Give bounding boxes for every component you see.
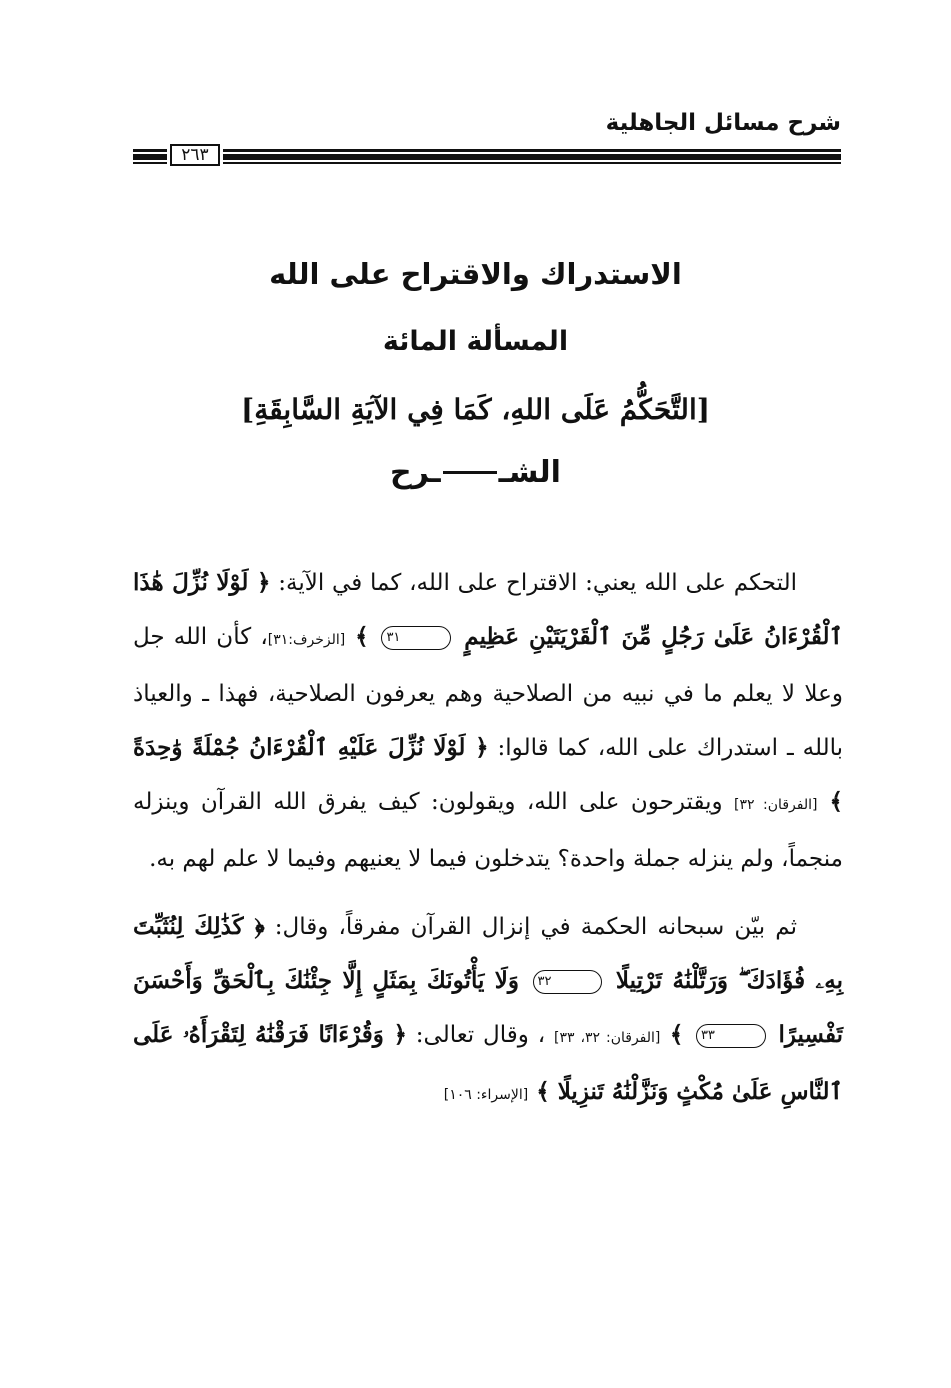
commentary-heading-kashida bbox=[443, 471, 497, 474]
paragraph-1 bbox=[133, 556, 843, 886]
header-rule-short bbox=[133, 149, 167, 164]
paragraph-2 bbox=[133, 900, 843, 1122]
verse-1-text: لَوْلَا نُزِّلَ هَٰذَا ٱلْقُرْءَانُ عَلَىٰ رَجُلٍ مِّنَ ٱلْقَرْيَتَيْنِ عَظِيمٍ bbox=[133, 569, 844, 650]
quran-bracket-close: ﴾ bbox=[536, 1078, 550, 1105]
paragraph-2-text-3: ، وقال تعالى: bbox=[415, 1022, 546, 1048]
verse-1-number: ٣١ bbox=[381, 626, 451, 650]
header-rule-long bbox=[223, 149, 841, 164]
verse-2-reference: [الفرقان: ٣٢] bbox=[734, 797, 818, 813]
commentary-heading-end: ـرح bbox=[390, 455, 441, 490]
running-title: شرح مسائل الجاهلية bbox=[605, 110, 841, 136]
chapter-title: الاستدراك والاقتراح على الله bbox=[269, 257, 682, 291]
paragraph-2-intro: ثم بيّن سبحانه الحكمة في إنزال القرآن مفرقاً، وقال: bbox=[274, 914, 798, 940]
verse-4-reference: [الإسراء: ١٠٦] bbox=[443, 1087, 529, 1103]
quran-bracket-close: ﴾ bbox=[829, 788, 843, 815]
commentary-body bbox=[133, 556, 843, 1122]
quran-bracket-open: ﴿ bbox=[254, 913, 265, 940]
verse-3-reference: [الفرقان: ٣٢، ٣٣] bbox=[553, 1030, 661, 1046]
paragraph-1-intro: التحكم على الله يعني: الاقتراح على الله، كما في الآية: bbox=[278, 570, 797, 596]
quran-bracket-open: ﴿ bbox=[393, 1021, 407, 1048]
quran-bracket-open: ﴿ bbox=[256, 569, 271, 596]
header-rule bbox=[133, 144, 841, 168]
verse-3b-text: وَلَا يَأْتُونَكَ بِمَثَلٍ إِلَّا جِئْنَٰكَ بِٱلْحَقِّ وَأَحْسَنَ تَفْسِيرًا bbox=[133, 967, 844, 1048]
page-number: ٢٦٣ bbox=[170, 144, 220, 166]
paragraph-1-text-1: ، كأن الله جل وعلا لا يعلم ما في نبيه من الصلاحية وهم يعرفون الصلاحية، فهذا ـ والعياذ بالله ـ استدراك على الله، كما قالوا: bbox=[133, 624, 844, 761]
verse-2-text: لَوْلَا نُزِّلَ عَلَيْهِ ٱلْقُرْءَانُ جُمْلَةً وَٰحِدَةً bbox=[133, 734, 466, 761]
verse-3b-number: ٣٣ bbox=[696, 1024, 766, 1048]
verse-3a-number: ٣٢ bbox=[533, 970, 603, 994]
commentary-heading-start: الشـ bbox=[498, 455, 561, 490]
commentary-heading bbox=[100, 452, 851, 494]
paragraph-1-text-2: ويقترحون على الله، ويقولون: كيف يفرق الله القرآن وينزله منجماً، ولم ينزله جملة واحدة؟ يتدخلون فيما لا يعنيهم وفيما لا علم لهم به. bbox=[133, 789, 843, 872]
quran-bracket-open: ﴿ bbox=[475, 734, 489, 761]
verse-3a-text: كَذَٰلِكَ لِنُثَبِّتَ بِهِۦ فُؤَادَكَ ۖ وَرَتَّلْنَٰهُ تَرْتِيلًا bbox=[133, 913, 844, 994]
verse-4-text: وَقُرْءَانًا فَرَقْنَٰهُ لِتَقْرَأَهُۥ عَلَى ٱلنَّاسِ عَلَىٰ مُكْثٍ وَنَزَّلْنَٰهُ تَنزِيلًا bbox=[133, 1021, 843, 1105]
issue-topic: [التَّحَكُّمُ عَلَى اللهِ، كَمَا فِي الآيَةِ السَّابِقَةِ] bbox=[241, 393, 710, 426]
quran-bracket-close: ﴾ bbox=[355, 623, 369, 650]
issue-title: المسألة المائة bbox=[382, 326, 569, 357]
verse-1-reference: [الزخرف:٣١] bbox=[267, 632, 346, 648]
quran-bracket-close: ﴾ bbox=[669, 1021, 684, 1048]
